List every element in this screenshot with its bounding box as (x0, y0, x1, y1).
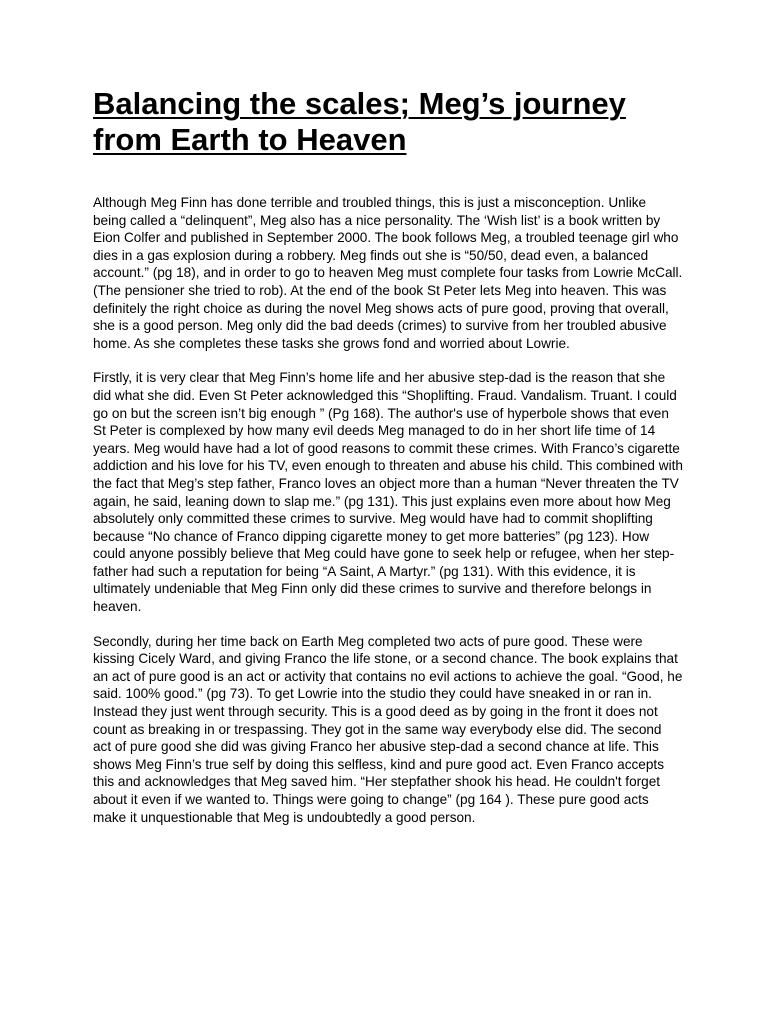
paragraph-introduction: Although Meg Finn has done terrible and troubled things, this is just a misconception. Unlike being called a “delinquent”, Meg also has a nice personality. The ‘Wish list’ is a book written by Eion Colfer and published in September 2000. The book follows Meg, a troubled teenage girl who dies in a gas explosion during a robbery. Meg finds out she is “50/50, dead even, a balanced account.” (pg 18), and in order to go to heaven Meg must complete four tasks from Lowrie McCall. (The pensioner she tried to rob). At the end of the book St Peter lets Meg into heaven. This was definitely the right choice as during the novel Meg shows acts of pure good, proving that overall, she is a good person. Meg only did the bad deeds (crimes) to survive from her troubled abusive home. As she completes these tasks she grows fond and worried about Lowrie. (93, 195, 683, 351)
document-title-line-2: from Earth to Heaven (93, 122, 407, 157)
document-title-line-1: Balancing the scales; Meg’s journey (93, 86, 626, 121)
document-title (93, 86, 683, 158)
paragraph-secondly: Secondly, during her time back on Earth Meg completed two acts of pure good. These were kissing Cicely Ward, and giving Franco the life stone, or a second chance. The book explains that an act of pure good is an act or activity that contains no evil actions to achieve the goal. “Good, he said. 100% good.” (pg 73). To get Lowrie into the studio they could have sneaked in or ran in. Instead they just went through security. This is a good deed as by going in the front it does not count as breaking in or trespassing. They got in the same way everybody else did. The second act of pure good she did was giving Franco her abusive step-dad a second chance at life. This shows Meg Finn’s true self by doing this selfless, kind and pure good act. Even Franco accepts this and acknowledges that Meg saved him. “Her stepfather shook his head. He couldn't forget about it even if we wanted to. Things were going to change” (pg 164 ). These pure good acts make it unquestionable that Meg is undoubtedly a good person. (93, 633, 683, 825)
document-page (93, 86, 683, 826)
paragraph-firstly: Firstly, it is very clear that Meg Finn’s home life and her abusive step-dad is the reason that she did what she did. Even St Peter acknowledged this “Shoplifting. Fraud. Vandalism. Truant. I could go on but the screen isn’t big enough ” (Pg 168). The author's use of hyperbole shows that even St Peter is complexed by how many evil deeds Meg managed to do in her short life time of 14 years. Meg would have had a lot of good reasons to commit these crimes. With Franco’s cigarette addiction and his love for his TV, even enough to threaten and abuse his child. This combined with the fact that Meg’s step father, Franco loves an object more than a human “Never threaten the TV again, he said, leaning down to slap me.” (pg 131). This just explains even more about how Meg absolutely only committed these crimes to survive. Meg would have had to commit shoplifting because “No chance of Franco dipping cigarette money to get more batteries” (pg 123). How could anyone possibly believe that Meg could have gone to seek help or refugee, when her step-father had such a reputation for being “A Saint, A Martyr.” (pg 131). With this evidence, it is ultimately undeniable that Meg Finn only did these crimes to survive and therefore belongs in heaven. (93, 370, 683, 615)
